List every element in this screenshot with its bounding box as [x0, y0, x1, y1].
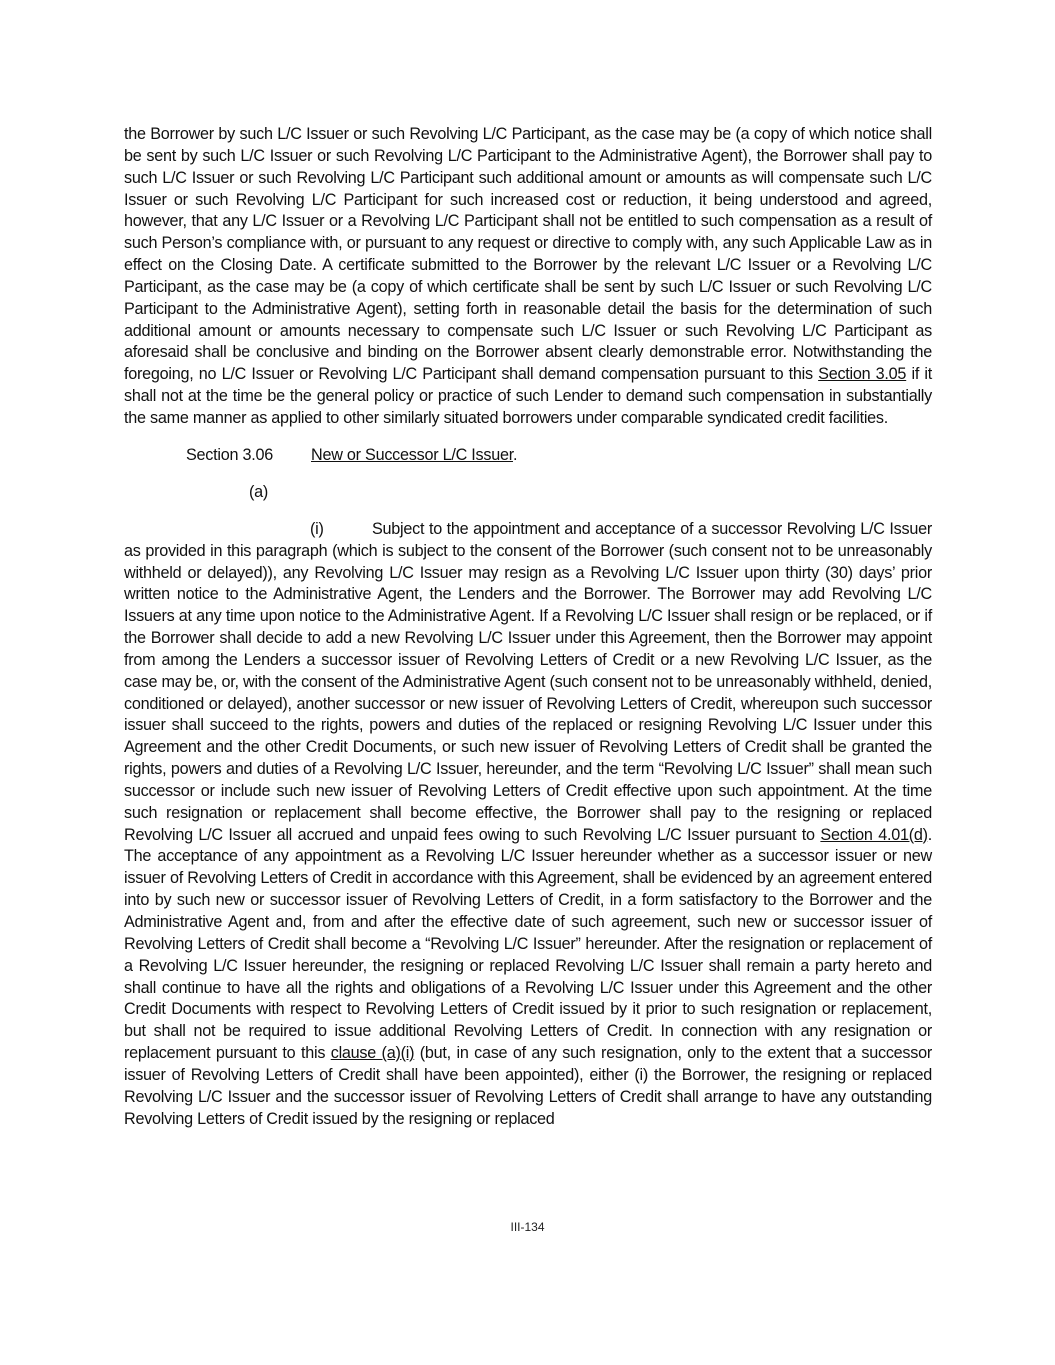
section-title: New or Successor L/C Issuer	[311, 445, 513, 464]
subsection-label: (a)	[249, 482, 269, 501]
paragraph-text: (but, in case of any such resignation, only to the extent that a successor issuer of Revolving Letters of Credit shall have been appointed), either (i) the Borrower, the resigning or replaced Revolving L/C Issuer and the successor issuer of Revolving Letters of Credit shall arrange to have any outstanding Revolving Letters of Credit issued by the resigning or replaced	[124, 1044, 933, 1128]
section-reference: Section 4.01(d)	[820, 825, 928, 844]
page-number: III-134	[510, 1220, 545, 1234]
section-number: Section 3.06	[186, 445, 273, 464]
clause-label: (i)	[310, 519, 324, 538]
document-page	[124, 124, 932, 1130]
paragraph-text: the Borrower by such L/C Issuer or such Revolving L/C Participant, as the case may be (a copy of which notice shall be sent by such L/C Issuer or such Revolving L/C Participant to the Administrative Agent), the Borrower shall pay to such L/C Issuer or such Revolving L/C Participant such additional amount or amounts as will compensate such L/C Issuer or such Revolving L/C Participant for such increased cost or reduction, it being understood and agreed, however, that any L/C Issuer or a Revolving L/C Participant shall not be entitled to such compensation as a result of such Person’s compliance with, or pursuant to any request or directive to comply with, any such Applicable Law as in effect on the Closing Date. A certificate submitted to the Borrower by the relevant L/C Issuer or a Revolving L/C Participant, as the case may be (a copy of which certificate shall be sent by such L/C Issuer or such Revolving L/C Participant to the Administrative Agent), setting forth in reasonable detail the basis for the determination of such additional amount or amounts necessary to compensate such L/C Issuer or such Revolving L/C Participant as aforesaid shall be conclusive and binding on the Borrower absent clearly demonstrable error. Notwithstanding the foregoing, no L/C Issuer or Revolving L/C Participant shall demand compensation pursuant to this	[124, 125, 932, 384]
paragraph-increased-costs	[124, 124, 932, 430]
section-reference: Section 3.05	[818, 365, 907, 384]
section-heading	[186, 445, 932, 467]
paragraph-successor-issuer	[124, 519, 932, 1131]
paragraph-text: if it shall not at the time be the general policy or practice of such Lender to demand such compensation in substantially the same manner as applied to other similarly situated borrowers under comparable syndicated credit facilities.	[124, 365, 932, 427]
paragraph-text: Subject to the appointment and acceptance of a successor Revolving L/C Issuer as provided in this paragraph (which is subject to the consent of the Borrower (such consent not to be unreasonably withheld or delayed)), any Revolving L/C Issuer may resign as a Revolving L/C Issuer upon thirty (30) days’ prior written notice to the Administrative Agent, the Lenders and the Borrower. The Borrower may add Revolving L/C Issuers at any time upon notice to the Administrative Agent. If a Revolving L/C Issuer shall resign or be replaced, or if the Borrower shall decide to add a new Revolving L/C Issuer under this Agreement, then the Borrower may appoint from among the Lenders a successor issuer of Revolving Letters of Credit or a new Revolving L/C Issuer, as the case may be, or, with the consent of the Administrative Agent (such consent not to be unreasonably withheld, denied, conditioned or delayed), another successor or new issuer of Revolving Letters of Credit, whereupon such successor issuer shall succeed to the rights, powers and duties of the replaced or resigning Revolving L/C Issuer under this Agreement and the other Credit Documents, or such new issuer of Revolving Letters of Credit shall be granted the rights, powers and duties of a Revolving L/C Issuer, hereunder, and the term “Revolving L/C Issuer” shall mean such successor or include such new issuer of Revolving Letters of Credit effective upon such appointment. At the time such resignation or replacement shall become effective, the Borrower shall pay to the resigning or replaced Revolving L/C Issuer all accrued and unpaid fees owing to such Revolving L/C Issuer pursuant to	[124, 519, 932, 844]
clause-reference: clause (a)(i)	[330, 1044, 415, 1063]
section-title-period: .	[512, 445, 518, 464]
paragraph-text: . The acceptance of any appointment as a Revolving L/C Issuer hereunder whether as a successor issuer or new issuer of Revolving Letters of Credit in accordance with this Agreement, shall be evidenced by an agreement entered into by such new or successor issuer of Revolving Letters of Credit, in a form satisfactory to the Borrower and the Administrative Agent and, from and after the effective date of such agreement, such new or successor issuer of Revolving Letters of Credit shall become a “Revolving L/C Issuer” hereunder. After the resignation or replacement of a Revolving L/C Issuer hereunder, the resigning or replaced Revolving L/C Issuer shall remain a party hereto and shall continue to have all the rights and obligations of a Revolving L/C Issuer under this Agreement and the other Credit Documents with respect to Revolving Letters of Credit issued by it prior to such resignation or replacement, but shall not be required to issue additional Revolving Letters of Credit. In connection with any resignation or replacement pursuant to this	[124, 825, 932, 1063]
